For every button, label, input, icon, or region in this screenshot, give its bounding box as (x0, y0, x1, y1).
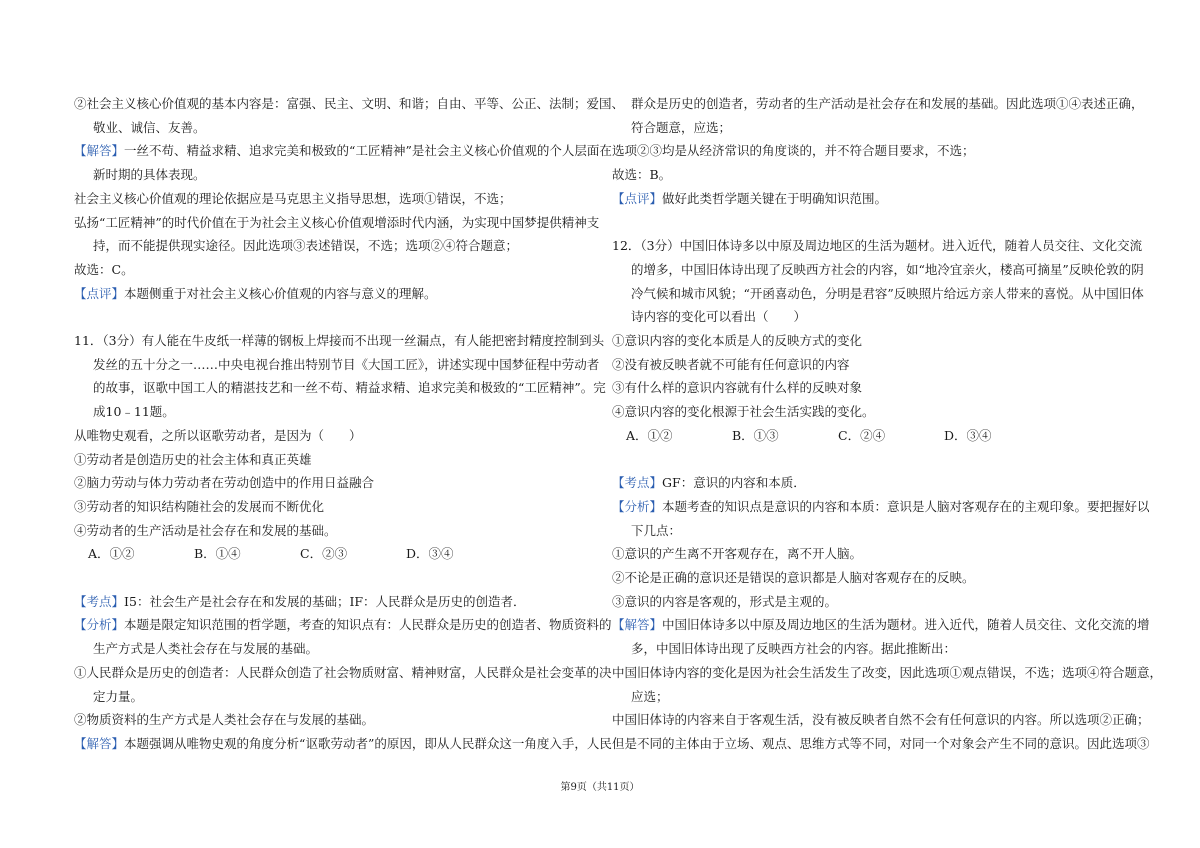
option-b: B．①④ (194, 546, 241, 562)
statement-2: ②没有被反映者就不可能有任何意识的内容 (612, 356, 850, 372)
text-line: 中国旧体诗多以中原及周边地区的生活为题材。进入近代，随着人员交往、文化交流的增 (662, 617, 1150, 633)
answer-tag: 【 解答 】 (74, 736, 124, 751)
text-line: 中国旧体诗的内容来自于客观生活，没有被反映者自然不会有任何意识的内容。所以选项②正确； (612, 712, 1150, 728)
text-line: 一丝不苟、精益求精、追求完美和极致的“工匠精神”是社会主义核心价值观的个人层面在 (124, 143, 612, 159)
analysis-tag: 【 分析 】 (612, 499, 662, 514)
question-12-stem: 12．（3分）中国旧体诗多以中原及周边地区的生活为题材。进入近代，随着人员交往、文化交流 (612, 238, 1143, 254)
option-c: C．②③ (300, 546, 348, 562)
text-line: 选项②③均是从经济常识的角度谈的，并不符合题目要求，不选； (612, 143, 975, 159)
text-line: 本题强调从唯物史观的角度分析“讴歌劳动者”的原因，即从人民群众这一角度入手，人民 (124, 735, 612, 751)
text-line: 做好此类哲学题关键在于明确知识范围。 (662, 190, 888, 206)
text-line: ②社会主义核心价值观的基本内容是：富强、民主、文明、和谐；自由、平等、公正、法制；爱国、 (74, 96, 625, 111)
statement-4: ④劳动者的生产活动是社会存在和发展的基础。 (74, 522, 337, 538)
text-line: ③意识的内容是客观的，形式是主观的。 (612, 593, 838, 609)
text-line: 定力量。 (93, 688, 144, 704)
text-line: 诗内容的变化可以看出（ ） (631, 309, 807, 325)
left-column (74, 92, 625, 756)
point-tag: 【 考点 】 (612, 475, 662, 490)
text-line: 弘扬“工匠精神”的时代价值在于为社会主义核心价值观增添时代内涵，为实现中国梦提供精神支 (74, 214, 600, 230)
statement-3: ③劳动者的知识结构随社会的发展而不断优化 (74, 498, 325, 514)
text-line: I5：社会生产是社会存在和发展的基础；IF：人民群众是历史的创造者． (124, 593, 526, 609)
answer-tag: 【 解答 】 (74, 143, 124, 158)
statement-4: ④意识内容的变化根源于社会生活实践的变化。 (612, 404, 875, 420)
text-line: 成10﹣11题。 (93, 404, 175, 420)
point-tag: 【 考点 】 (74, 594, 124, 609)
answer-options (612, 424, 1132, 448)
analysis-tag: 【 分析 】 (74, 617, 124, 632)
text-line: 中国旧体诗内容的变化是因为社会生活发生了改变，因此选项①观点错误，不选；选项④符合题意， (612, 664, 1163, 680)
statement-2: ②脑力劳动与体力劳动者在劳动创造中的作用日益融合 (74, 475, 375, 491)
page-number: 第9页（共11页） (560, 782, 640, 793)
text-line: 冷气候和城市风貌；“开函喜动色，分明是君容”反映照片给远方亲人带来的喜悦。从中国旧体 (631, 285, 1144, 301)
text-line: 发丝的五十分之一……中央电视台推出特别节目《大国工匠》，讲述实现中国梦征程中劳动者 (93, 356, 600, 372)
statement-3: ③有什么样的意识内容就有什么样的反映对象 (612, 380, 863, 396)
text-line: 持，而不能提供现实途径。因此选项③表述错误，不选；选项②④符合题意； (93, 238, 519, 254)
text-line: 新时期的具体表现。 (93, 167, 206, 183)
text-line: ②不论是正确的意识还是错误的意识都是人脑对客观存在的反映。 (612, 570, 975, 586)
text-line: 故选：C。 (74, 261, 134, 277)
text-line: 下几点： (631, 522, 682, 538)
answer-options (74, 542, 594, 566)
option-b: B．①③ (732, 427, 779, 443)
text-line: 但是不同的主体由于立场、观点、思维方式等不同，对同一个对象会产生不同的意识。因此选项③ (612, 735, 1150, 751)
text-line: 生产方式是人类社会存在与发展的基础。 (93, 641, 319, 657)
statement-1: ①意识内容的变化本质是人的反映方式的变化 (612, 333, 863, 349)
text-line: 本题考查的知识点是意识的内容和本质：意识是人脑对客观存在的主观印象。要把握好以 (662, 498, 1150, 514)
text-line: ①人民群众是历史的创造者：人民群众创造了社会物质财富、精神财富，人民群众是社会变革的决 (74, 664, 612, 680)
text-line: 多，中国旧体诗出现了反映西方社会的内容。据此推断出： (631, 641, 957, 657)
statement-1: ①劳动者是创造历史的社会主体和真正英雄 (74, 451, 312, 467)
right-column (612, 92, 1163, 756)
option-c: C．②④ (838, 427, 886, 443)
text-line: 本题侧重于对社会主义核心价值观的内容与意义的理解。 (124, 285, 437, 301)
text-line: 符合题意，应选； (631, 119, 732, 135)
text-line: 群众是历史的创造者，劳动者的生产活动是社会存在和发展的基础。因此选项①④表述正确， (631, 96, 1144, 111)
text-line: 从唯物史观看，之所以讴歌劳动者，是因为（ ） (74, 427, 362, 443)
option-d: D．③④ (406, 546, 454, 562)
comment-tag: 【 点评 】 (74, 286, 124, 301)
text-line: 的故事，讴歌中国工人的精湛技艺和一丝不苟、精益求精、追求完美和极致的“工匠精神”。完 (93, 380, 606, 396)
text-line: 社会主义核心价值观的理论依据应是马克思主义指导思想，选项①错误，不选； (74, 190, 512, 206)
option-a: A．①② (626, 427, 673, 443)
comment-tag: 【 点评 】 (612, 191, 662, 206)
question-11-stem: 11．（3分）有人能在牛皮纸一样薄的钢板上焊接而不出现一丝漏点，有人能把密封精度控制到头 (74, 333, 605, 349)
text-line: 本题是限定知识范围的哲学题，考查的知识点有：人民群众是历史的创造者、物质资料的 (124, 617, 612, 633)
text-line: 应选； (631, 688, 669, 704)
option-d: D．③④ (944, 427, 992, 443)
text-line: ②物质资料的生产方式是人类社会存在与发展的基础。 (74, 712, 375, 728)
answer-tag: 【 解答 】 (612, 617, 662, 632)
text-line: 的增多，中国旧体诗出现了反映西方社会的内容，如“地冷宜亲火，楼高可摘星”反映伦敦的阴 (631, 261, 1144, 277)
text-line: 敬业、诚信、友善。 (93, 119, 206, 135)
text-line: ①意识的产生离不开客观存在，离不开人脑。 (612, 546, 863, 562)
text-line: GF：意识的内容和本质． (662, 475, 806, 491)
text-line: 故选：B。 (612, 167, 672, 183)
option-a: A．①② (88, 546, 135, 562)
